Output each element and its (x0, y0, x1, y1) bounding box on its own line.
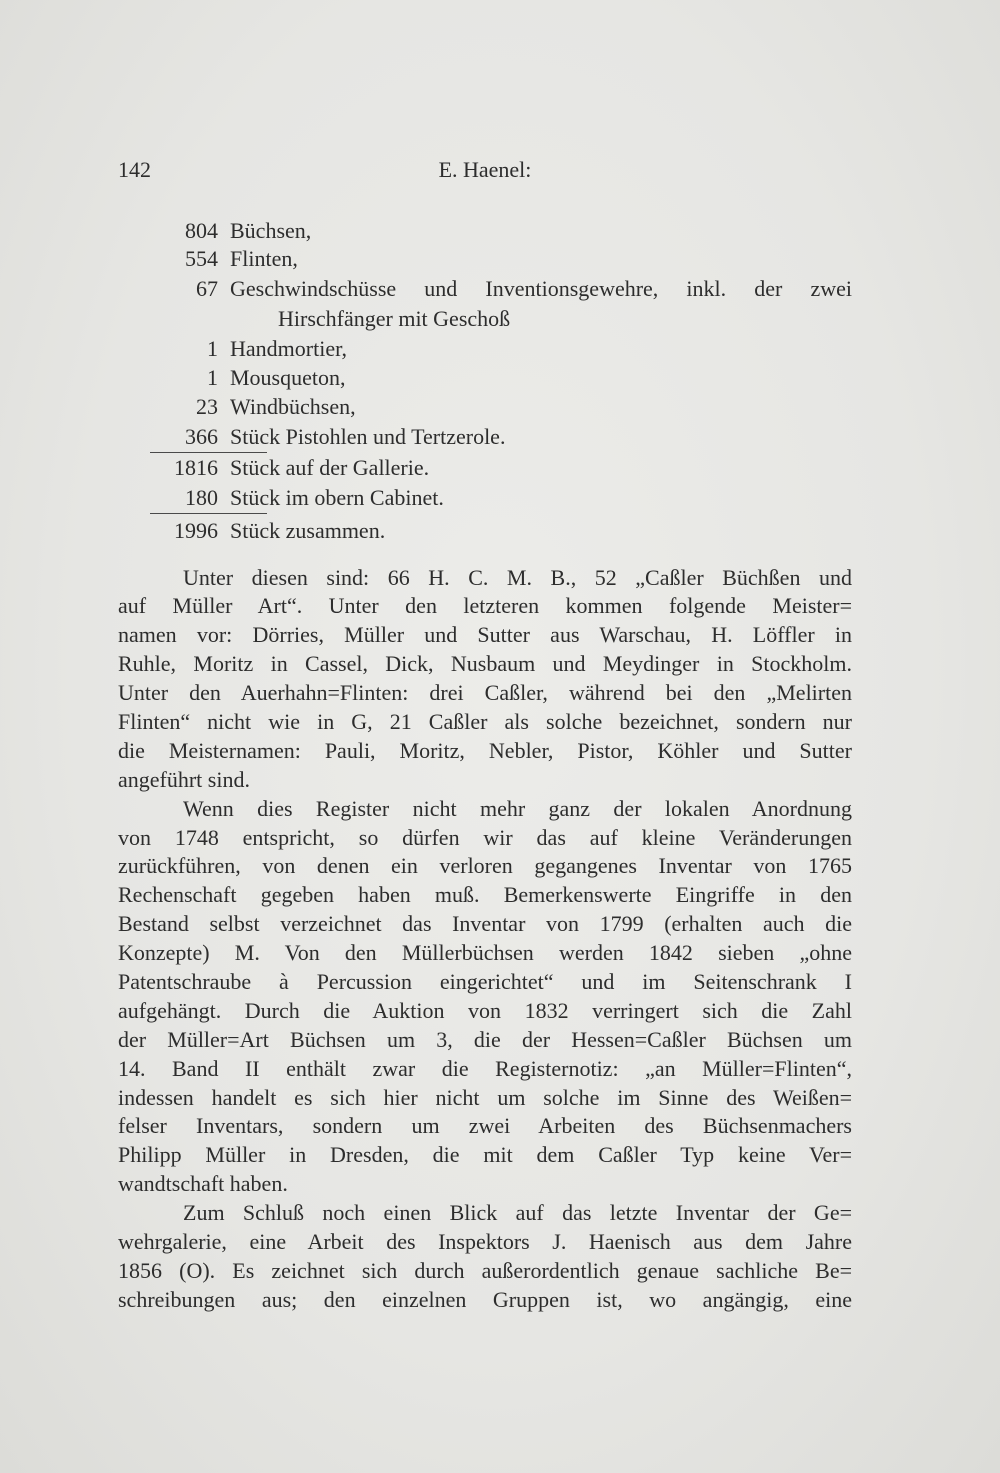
list-item (0, 216, 1000, 245)
text-line: Konzepte) M. Von den Müllerbüchsen werden 1842 sieben „ohne (118, 940, 852, 966)
text-line: zurückführen, von denen ein verloren gegangenes Inventar von 1765 (118, 853, 852, 879)
text-line: Patentschraube à Percussion eingerichtet“ und im Seitenschrank I (118, 968, 852, 994)
sum-rule (150, 513, 267, 514)
text-line: wehrgalerie, eine Arbeit des Inspektors J. Haenisch aus dem Jahre (118, 1228, 852, 1254)
item-count: 1 (207, 335, 218, 361)
text-line: Rechenschaft gegeben haben muß. Bemerkenswerte Eingriffe in den (118, 882, 852, 908)
text-line: felser Inventars, sondern um zwei Arbeiten des Büchsenmachers (118, 1113, 852, 1139)
total-row (0, 516, 1000, 545)
text-line: Unter diesen sind: 66 H. C. M. B., 52 „Caßler Büchßen und (183, 564, 852, 590)
text-line: von 1748 entspricht, so dürfen wir das auf kleine Veränderungen (118, 824, 852, 850)
text-line: der Müller=Art Büchsen um 3, die der Hessen=Caßler Büchsen um (118, 1026, 852, 1052)
subtotal-row (0, 453, 1000, 482)
paragraph (118, 1199, 852, 1315)
item-label: Handmortier, (230, 335, 348, 361)
item-count: 554 (185, 245, 218, 271)
item-label: Mousqueton, (230, 364, 346, 390)
item-label: Flinten, (230, 245, 298, 271)
subtotal-row (0, 483, 1000, 512)
text-line: schreibungen aus; den einzelnen Gruppen ist, wo angängig, eine (118, 1286, 852, 1312)
text-line: Ruhle, Moritz in Cassel, Dick, Nusbaum und Meydinger in Stockholm. (118, 651, 852, 677)
page-number: 142 (118, 157, 151, 182)
subtotal-label: Stück auf der Gallerie. (230, 454, 430, 480)
list-item (0, 392, 1000, 421)
item-count: 23 (196, 393, 218, 419)
text-line: angeführt sind. (118, 766, 250, 792)
text-line: Philipp Müller in Dresden, die mit dem Caßler Typ keine Ver= (118, 1142, 852, 1168)
text-line: indessen handelt es sich hier nicht um solche im Sinne des Weißen= (118, 1084, 852, 1110)
text-line: Bestand selbst verzeichnet das Inventar von 1799 (erhalten auch die (118, 911, 852, 937)
list-item (0, 363, 1000, 392)
running-title: E. Haenel: (438, 157, 532, 182)
list-item-continuation (0, 304, 1000, 333)
total-count: 1996 (174, 517, 218, 543)
text-line: namen vor: Dörries, Müller und Sutter aus Warschau, H. Löffler in (118, 622, 852, 648)
text-line: aufgehängt. Durch die Auktion von 1832 verringert sich die Zahl (118, 997, 852, 1023)
text-line: auf Müller Art“. Unter den letzteren kommen folgende Meister= (118, 593, 852, 619)
text-line: Unter den Auerhahn=Flinten: drei Caßler, während bei den „Melirten (118, 680, 852, 706)
subtotal-count: 180 (185, 484, 218, 510)
text-line: 1856 (O). Es zeichnet sich durch außerordentlich genaue sachliche Be= (118, 1257, 852, 1283)
text-line: Wenn dies Register nicht mehr ganz der lokalen Anordnung (183, 795, 852, 821)
text-line: Zum Schluß noch einen Blick auf das letzte Inventar der Ge= (183, 1200, 852, 1226)
body-text (118, 564, 852, 1315)
item-count: 366 (185, 423, 218, 449)
subtotal-count: 1816 (174, 454, 218, 480)
item-count: 1 (207, 364, 218, 390)
total-label: Stück zusammen. (230, 517, 386, 543)
item-count: 804 (185, 217, 218, 243)
paragraph (118, 564, 852, 795)
text-line: die Meisternamen: Pauli, Moritz, Nebler, Pistor, Köhler und Sutter (118, 737, 852, 763)
subtotal-label: Stück im obern Cabinet. (230, 484, 444, 510)
list-item (0, 274, 1000, 303)
list-item (0, 422, 1000, 451)
item-label: Stück Pistohlen und Tertzerole. (230, 423, 506, 449)
item-label: Büchsen, (230, 217, 312, 243)
item-label: Windbüchsen, (230, 393, 356, 419)
item-label-continuation: Hirschfänger mit Geschoß (278, 305, 511, 331)
item-count: 67 (196, 275, 218, 301)
list-item (0, 244, 1000, 273)
text-line: 14. Band II enthält zwar die Registernotiz: „an Müller=Flinten“, (118, 1055, 852, 1081)
paragraph (118, 795, 852, 1199)
text-line: wandtschaft haben. (118, 1171, 288, 1197)
item-label: Geschwindschüsse und Inventionsgewehre, inkl. der zwei (230, 275, 852, 301)
text-line: Flinten“ nicht wie in G, 21 Caßler als solche bezeichnet, sondern nur (118, 708, 852, 734)
list-item (0, 334, 1000, 363)
